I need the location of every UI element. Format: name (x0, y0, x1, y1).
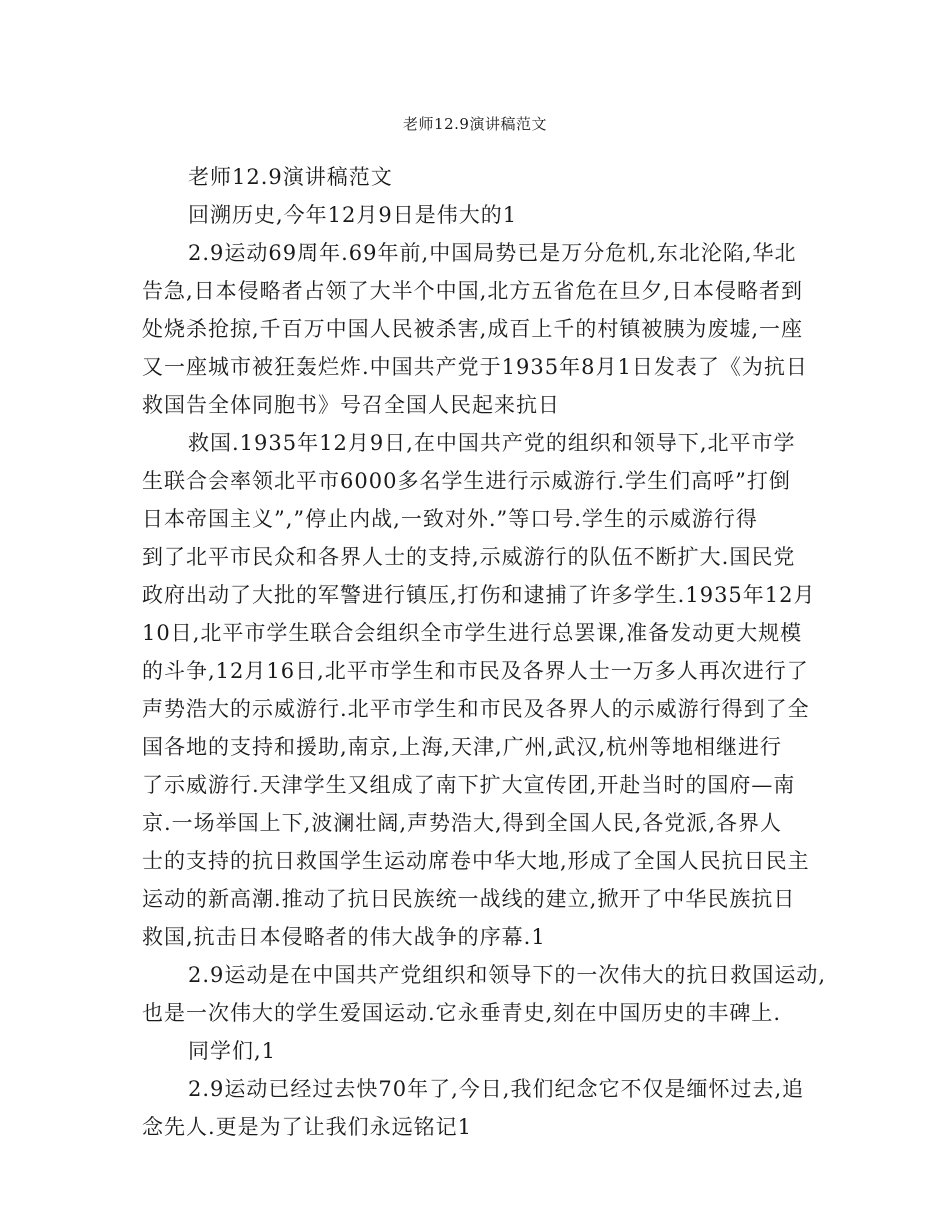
paragraph-line: 也是一次伟大的学生爱国运动.它永垂青史,刻在中国历史的丰碑上. (142, 1001, 782, 1025)
document-title-line: 老师12.9演讲稿范文 (188, 165, 393, 189)
page-header-title: 老师12.9演讲稿范文 (403, 115, 547, 133)
paragraph-line: 运动的新高潮.推动了抗日民族统一战线的建立,掀开了中华民族抗日 (142, 887, 796, 911)
paragraph-line: 回溯历史,今年12月9日是伟大的1 (188, 203, 518, 227)
paragraph-line: 救国.1935年12月9日,在中国共产党的组织和领导下,北平市学 (188, 431, 796, 455)
paragraph-line: 的斗争,12月16日,北平市学生和市民及各界人士一万多人再次进行了 (142, 659, 809, 683)
paragraph-line: 了示威游行.天津学生又组成了南下扩大宣传团,开赴当时的国府—南 (142, 773, 796, 797)
paragraph-line: 到了北平市民众和各界人士的支持,示威游行的队伍不断扩大.国民党 (142, 545, 796, 569)
paragraph-line: 声势浩大的示威游行.北平市学生和市民及各界人的示威游行得到了全 (142, 697, 810, 721)
paragraph-line: 京.一场举国上下,波澜壮阔,声势浩大,得到全国人民,各党派,各界人 (142, 811, 783, 835)
paragraph-line: 生联合会率领北平市6000多名学生进行示威游行.学生们高呼”打倒 (142, 469, 791, 493)
paragraph-line: 处烧杀抢掠,千百万中国人民被杀害,成百上千的村镇被胰为废墟,一座 (142, 317, 804, 341)
paragraph-line: 救国告全体同胞书》号召全国人民起来抗日 (142, 393, 560, 417)
paragraph-line: 国各地的支持和援助,南京,上海,天津,广州,武汉,杭州等地相继进行 (142, 735, 783, 759)
paragraph-line: 救国,抗击日本侵略者的伟大战争的序幕.1 (142, 925, 546, 949)
document-body (142, 158, 827, 1146)
paragraph-line: 告急,日本侵略者占领了大半个中国,北方五省危在旦夕,日本侵略者到 (142, 279, 804, 303)
paragraph-line: 念先人.更是为了让我们永远铭记1 (142, 1115, 473, 1139)
paragraph-line: 2.9运动已经过去快70年了,今日,我们纪念它不仅是缅怀过去,追 (188, 1077, 805, 1101)
paragraph-line: 10日,北平市学生联合会组织全市学生进行总罢课,准备发动更大规模 (142, 621, 803, 645)
paragraph-line: 日本帝国主义”,”停止内战,一致对外.”等口号.学生的示威游行得 (142, 507, 758, 531)
paragraph-line: 士的支持的抗日救国学生运动席卷中华大地,形成了全国人民抗日民主 (142, 849, 810, 873)
paragraph-line: 2.9运动是在中国共产党组织和领导下的一次伟大的抗日救国运动, (188, 963, 827, 987)
paragraph-line: 又一座城市被狂轰烂炸.中国共产党于1935年8月1日发表了《为抗日 (142, 355, 808, 379)
paragraph-line: 同学们,1 (188, 1039, 277, 1063)
paragraph-line: 2.9运动69周年.69年前,中国局势已是万分危机,东北沦陷,华北 (188, 241, 797, 265)
paragraph-line: 政府出动了大批的军警进行镇压,打伤和逮捕了许多学生.1935年12月 (142, 583, 816, 607)
